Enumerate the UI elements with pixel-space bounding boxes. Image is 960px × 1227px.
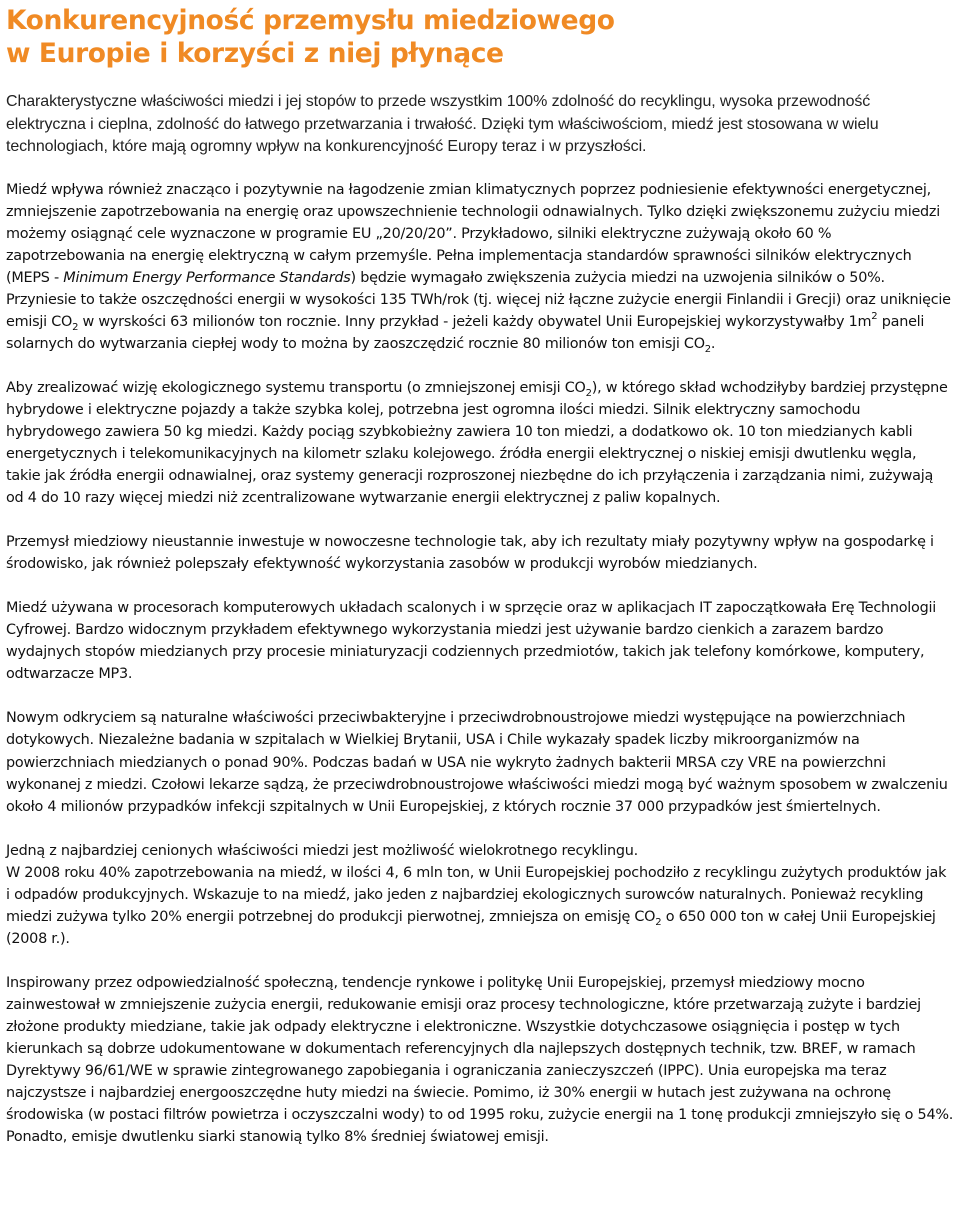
title-line-1: Konkurencyjność przemysłu miedziowego [6,5,615,36]
spacer [6,575,954,597]
page-title [6,0,954,70]
paragraph-antibacterial: Nowym odkryciem są naturalne właściwości przeciwbakteryjne i przeciwdrobnoustrojowe miedzi występujące na powierzchniach dotykowych. Niezależne badania w szpitalach w Wielkiej Brytanii, USA i Chile wykazały spadek liczby mikroorganizmów na powierzchniach miedzianych o ponad 90%. Podczas badań w USA nie wykryto żadnych bakterii MRSA czy VRE na powierzchni wykonanej z miedzi. Czołowi lekarze sądzą, że przeciwdrobnoustrojowe właściwości miedzi mogą być ważnym sposobem w zwalczeniu około 4 milionów przypadków infekcji szpitalnych w Unii Europejskiej, z których rocznie 37 000 przypadków jest śmiertelnych. [6,710,948,815]
spacer [6,685,954,707]
paragraph-investment: Przemysł miedziowy nieustannie inwestuje w nowoczesne technologie tak, aby ich rezultaty miały pozytywny wpływ na gospodarkę i środowisko, jak również polepszały efektywność wykorzystania zasobów w produkcji wyrobów miedzianych. [6,534,934,573]
paragraph-digital: Miedź używana w procesorach komputerowych układach scalonych i w sprzęcie oraz w aplikacjach IT zapoczątkowała Erę Technologii Cyfrowej. Bardzo widocznym przykładem efektywnego wykorzystania miedzi jest używanie bardzo cienkich a zarazem bardzo wydajnych stopów miedzianych przy procesie miniaturyzacji codziennych przedmiotów, takich jak telefony komórkowe, komputery, odtwarzacze MP3. [6,600,936,683]
spacer [6,509,954,531]
document-page [6,0,954,1148]
paragraph-industry: Inspirowany przez odpowiedzialność społeczną, tendencje rynkowe i politykę Unii Europejskiej, przemysł miedziowy mocno zainwestował w zmniejszenie zużycia energii, redukowanie emisji oraz procesy technologiczne, które przetwarzają zużyte i bardziej złożone produkty miedziane, takie jak odpady elektryczne i elektroniczne. Wszystkie dotychczasowe osiągnięcia i postęp w tych kierunkach są dobrze udokumentowane w dokumentach referencyjnych dla najlepszych dostępnych technik, tzw. BREF, w ramach Dyrektywy 96/61/WE w sprawie zintegrowanego zapobiegania i ograniczania zanieczyszczeń (IPPC). Unia europejska ma teraz najczystsze i najbardziej energooszczędne huty miedzi na świecie. Pomimo, iż 30% energii w hutach jest zużywana na ochronę środowiska (w postaci filtrów powietrza i oczyszczalni wody) to od 1995 roku, zużycie energii na 1 tonę produkcji zmniejszyło się o 54%. Ponadto, emisje dwutlenku siarki stanowią tylko 8% średniej światowej emisji. [6,974,954,1146]
spacer [6,950,954,972]
intro-paragraph: Charakterystyczne właściwości miedzi i jej stopów to przede wszystkim 100% zdolność do recyklingu, wysoka przewodność elektryczna i cieplna, zdolność do łatwego przetwarzania i trwałość. Dzięki tym właściwościom, miedź jest stosowana w wielu technologiach, które mają ogromny wpływ na konkurencyjność Europy teraz i w przyszłości. [6,93,879,155]
paragraph-climate: Miedź wpływa również znacząco i pozytywnie na łagodzenie zmian klimatycznych poprzez podniesienie efektywności energetycznej, zmniejszenie zapotrzebowania na energię oraz upowszechnienie technologii odnawialnych. Tylko dzięki zwiększonemu zużyciu miedzi możemy osiągnąć cele wyznaczone w programie EU „20/20/20”. Przykładowo, silniki elektryczne zużywają około 60 % zapotrzebowania na energię elektryczną w całym przemyśle. Pełna implementacja standardów sprawności silników elektrycznych (MEPS - Minimum Energy Performance Standards) będzie wymagało zwiększenia zużycia miedzi na uzwojenia silników o 50%. Przyniesie to także oszczędności energii w wysokości 135 TWh/rok (tj. więcej niż łączne zużycie energii Finlandii i Grecji) oraz uniknięcie emisji $CO_2$ w wyrskości 63 milionów ton rocznie. Inny przykład - jeżeli każdy obywatel Unii Europejskiej wykorzystywałby $1m^2$ paneli solarnych do wytwarzania ciepłej wody to można by zaoszczędzić rocznie 80 milionów ton emisji $CO_2$. [6,181,951,355]
paragraph-recycling: Jedną z najbardziej cenionych właściwości miedzi jest możliwość wielokrotnego recyklingu. W 2008 roku 40% zapotrzebowania na miedź, w ilości 4, 6 mln ton, w Unii Europejskiej pochodziło z recyklingu zużytych produktów jak i odpadów produkcyjnych. Wskazuje to na miedź, jako jeden z najbardziej ekologicznych surowców naturalnych. Ponieważ recykling miedzi zużywa tylko 20% energii potrzebnej do produkcji pierwotnej, zmniejsza on emisję $CO_2$ o 650 000 ton w całej Unii Europejskiej (2008 r.). [6,842,947,947]
spacer [6,818,954,840]
spacer [6,355,954,377]
spacer [6,159,954,179]
paragraph-transport: Aby zrealizować wizję ekologicznego systemu transportu (o zmniejszonej emisji $CO_2$), w którego skład wchodziłyby bardziej przystępne hybrydowe i elektryczne pojazdy a także szybka kolej, potrzebna jest ogromna ilości miedzi. Silnik elektryczny samochodu hybrydowego zawiera 50 kg miedzi. Każdy pociąg szybkobieżny zawiera 10 ton miedzi, a dodatkowo ok. 10 ton miedzianych kabli energetycznych i telekomunikacyjnych na kilometr szlaku kolejowego. źródła energii elektrycznej o niskiej emisji dwutlenku węgla, takie jak źródła energii odnawialnej, oraz systemy generacji rozproszonej niezbędne do ich przyłączenia i zarządzania nimi, zużywają od 4 do 10 razy więcej miedzi niż zcentralizowane wytwarzanie energii elektrycznej z paliw kopalnych. [6,379,948,507]
italic-term: Minimum Energy Performance Standards [63,269,351,286]
title-line-2: w Europie i korzyści z niej płynące [6,38,504,69]
